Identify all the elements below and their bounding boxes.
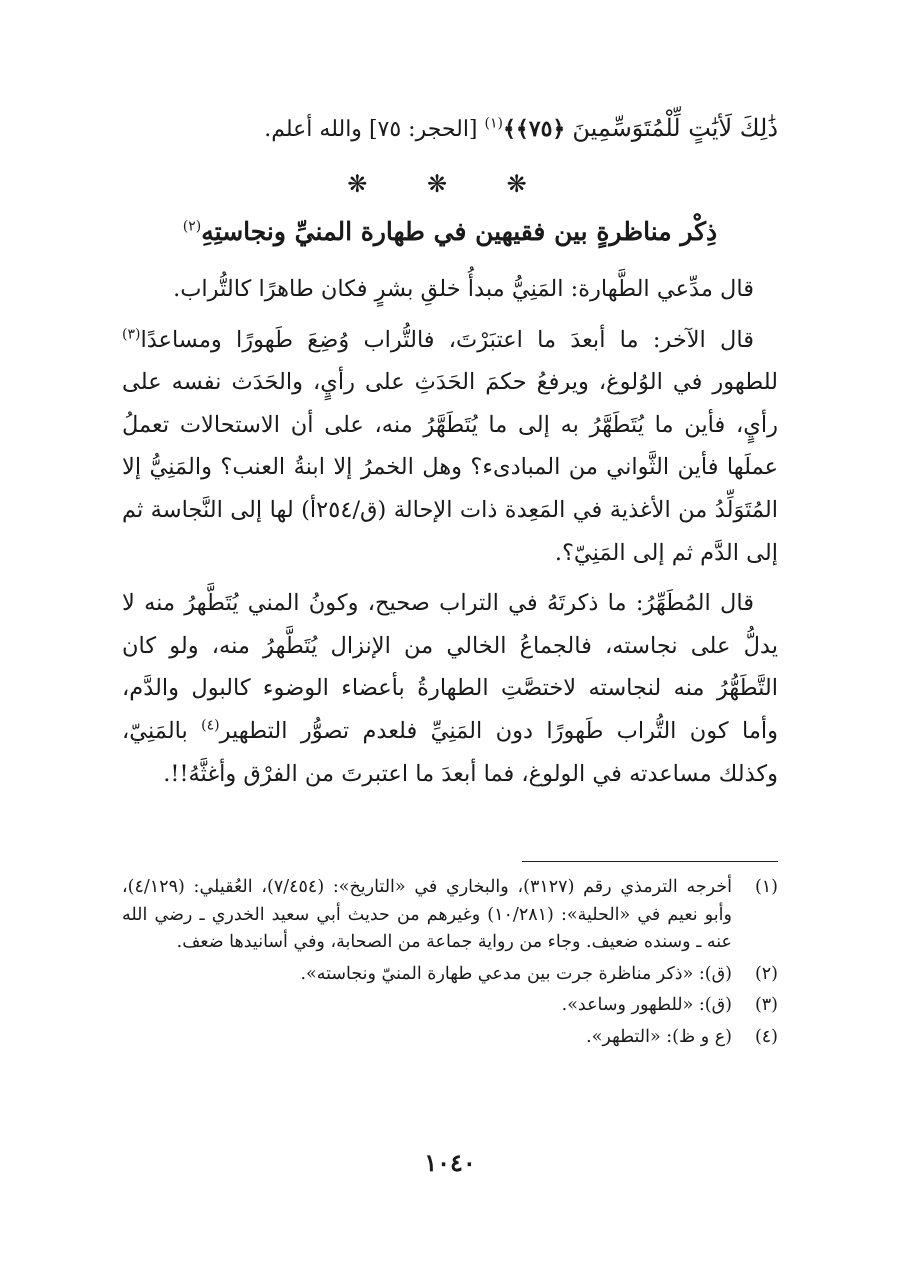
footnote-mark-3: (٣) xyxy=(122,326,141,343)
paragraph-2 xyxy=(122,319,778,575)
footnote-text: (ق): «ذكر مناظرة جرت بين مدعي طهارة المنيّ ونجاسته». xyxy=(300,963,732,984)
footnote-item xyxy=(122,1024,778,1052)
footnotes xyxy=(122,874,778,1051)
footnote-item xyxy=(122,961,778,989)
paragraph-2-part-b: للطهور في الوُلوغ، ويرفعُ حكمَ الحَدَثِ على رأيٍ، والحَدَث نفسه على رأيٍ، فأين ما يُتَطَهَّرُ به إلى ما يُتَطَهَّرُ منه، على أن الاستحالات تعملُ عملَها فأين الثَّواني من المبادىء؟ وهل الخمرُ إلا ابنةُ العنب؟ والمَنِيُّ إلا المُتَوَلِّدُ من الأغذية في المَعِدة ذات الإحالة (ق/٢٥٤أ) لها إلى النَّجاسة ثم إلى الدَّم ثم إلى المَنِيّ؟. xyxy=(122,369,778,566)
footnote-number: (١) xyxy=(754,877,778,897)
quran-verse: ذَٰلِكَ لَأيَٰتٍ لِّلْمُتَوَسِّمِينَ xyxy=(572,114,778,142)
page-number: ١٠٤٠ xyxy=(424,1148,476,1177)
footnote-text: (ق): «للطهور وساعد». xyxy=(561,995,732,1015)
section-separator: ❋ ❋ ❋ xyxy=(347,170,553,198)
footnote-divider xyxy=(522,861,778,862)
footnote-item xyxy=(122,874,778,957)
verse-closing-phrase: والله أعلم. xyxy=(264,117,362,142)
footnote-number: (٢) xyxy=(754,963,778,984)
section-heading-text: ذِكْر مناظرةٍ بين فقيهين في طهارة المنيِّ ونجاستِهِ xyxy=(201,217,718,246)
footnote-text: (ع و ظ): «التطهر». xyxy=(586,1026,732,1047)
footnote-number: (٤) xyxy=(754,1026,778,1047)
quran-verse-line xyxy=(122,108,778,150)
paragraph-3 xyxy=(122,582,778,795)
main-text xyxy=(122,268,778,795)
section-heading xyxy=(0,212,900,252)
paragraph-1: قال مدِّعي الطَّهارة: المَنِيُّ مبدأُ خلقِ بشرٍ فكان طاهرًا كالتُّراب. xyxy=(173,276,754,302)
footnote-mark-1: (١) xyxy=(484,115,503,132)
footnote-text: أخرجه الترمذي رقم (٣١٢٧)، والبخاري في «التاريخ»: (٧/٤٥٤)، العُقيلي: (٤/١٢٩)، وأبو نعيم في «الحلية»: (١٠/٢٨١) وغيرهم من حديث أبي سعيد الخدري ـ رضي الله عنه ـ وسنده ضعيف. وجاء من رواية جماعة من الصحابة، وفي أسانيدها ضعف. xyxy=(122,877,732,952)
verse-reference: [الحجر: ٧٥] xyxy=(368,117,478,142)
ayah-number-marker: ﴿٧٥﴾ xyxy=(515,116,566,142)
paragraph-3-part-a: قال المُطَهِّرُ: ما ذكرتَهُ في التراب صحيح، وكونُ المني يُتَطَّهرُ منه لا يدلُّ على نجاسته، فالجماعُ الخالي من الإنزال يُتَطَّهرُ منه، ولو كان التَّطَهُّرُ منه لنجاسته لاختصَّتِ الطهارةُ بأعضاء الوضوء كالبول والدَّم، وأما كون التُّراب طَهورًا دون المَنِيِّ فلعدم تصوُّر التطهير xyxy=(122,590,778,744)
verse-closing-bracket: ﴾ xyxy=(503,116,516,142)
paragraph-3-part-b: بالمَنِيّ، وكذلك مساعدته في الولوغ، فما أبعدَ ما اعتبرتَ من الفرْق وأغثَّهُ!!. xyxy=(122,717,778,787)
footnote-mark-4: (٤) xyxy=(201,717,220,734)
paragraph-2-part-a: قال الآخر: ما أبعدَ ما اعتبَرْتَ، فالتُّراب وُضِعَ طَهورًا ومساعدًا xyxy=(140,326,754,353)
footnote-mark-2: (٢) xyxy=(182,218,202,235)
footnote-item xyxy=(122,992,778,1020)
footnote-number: (٣) xyxy=(754,995,778,1015)
